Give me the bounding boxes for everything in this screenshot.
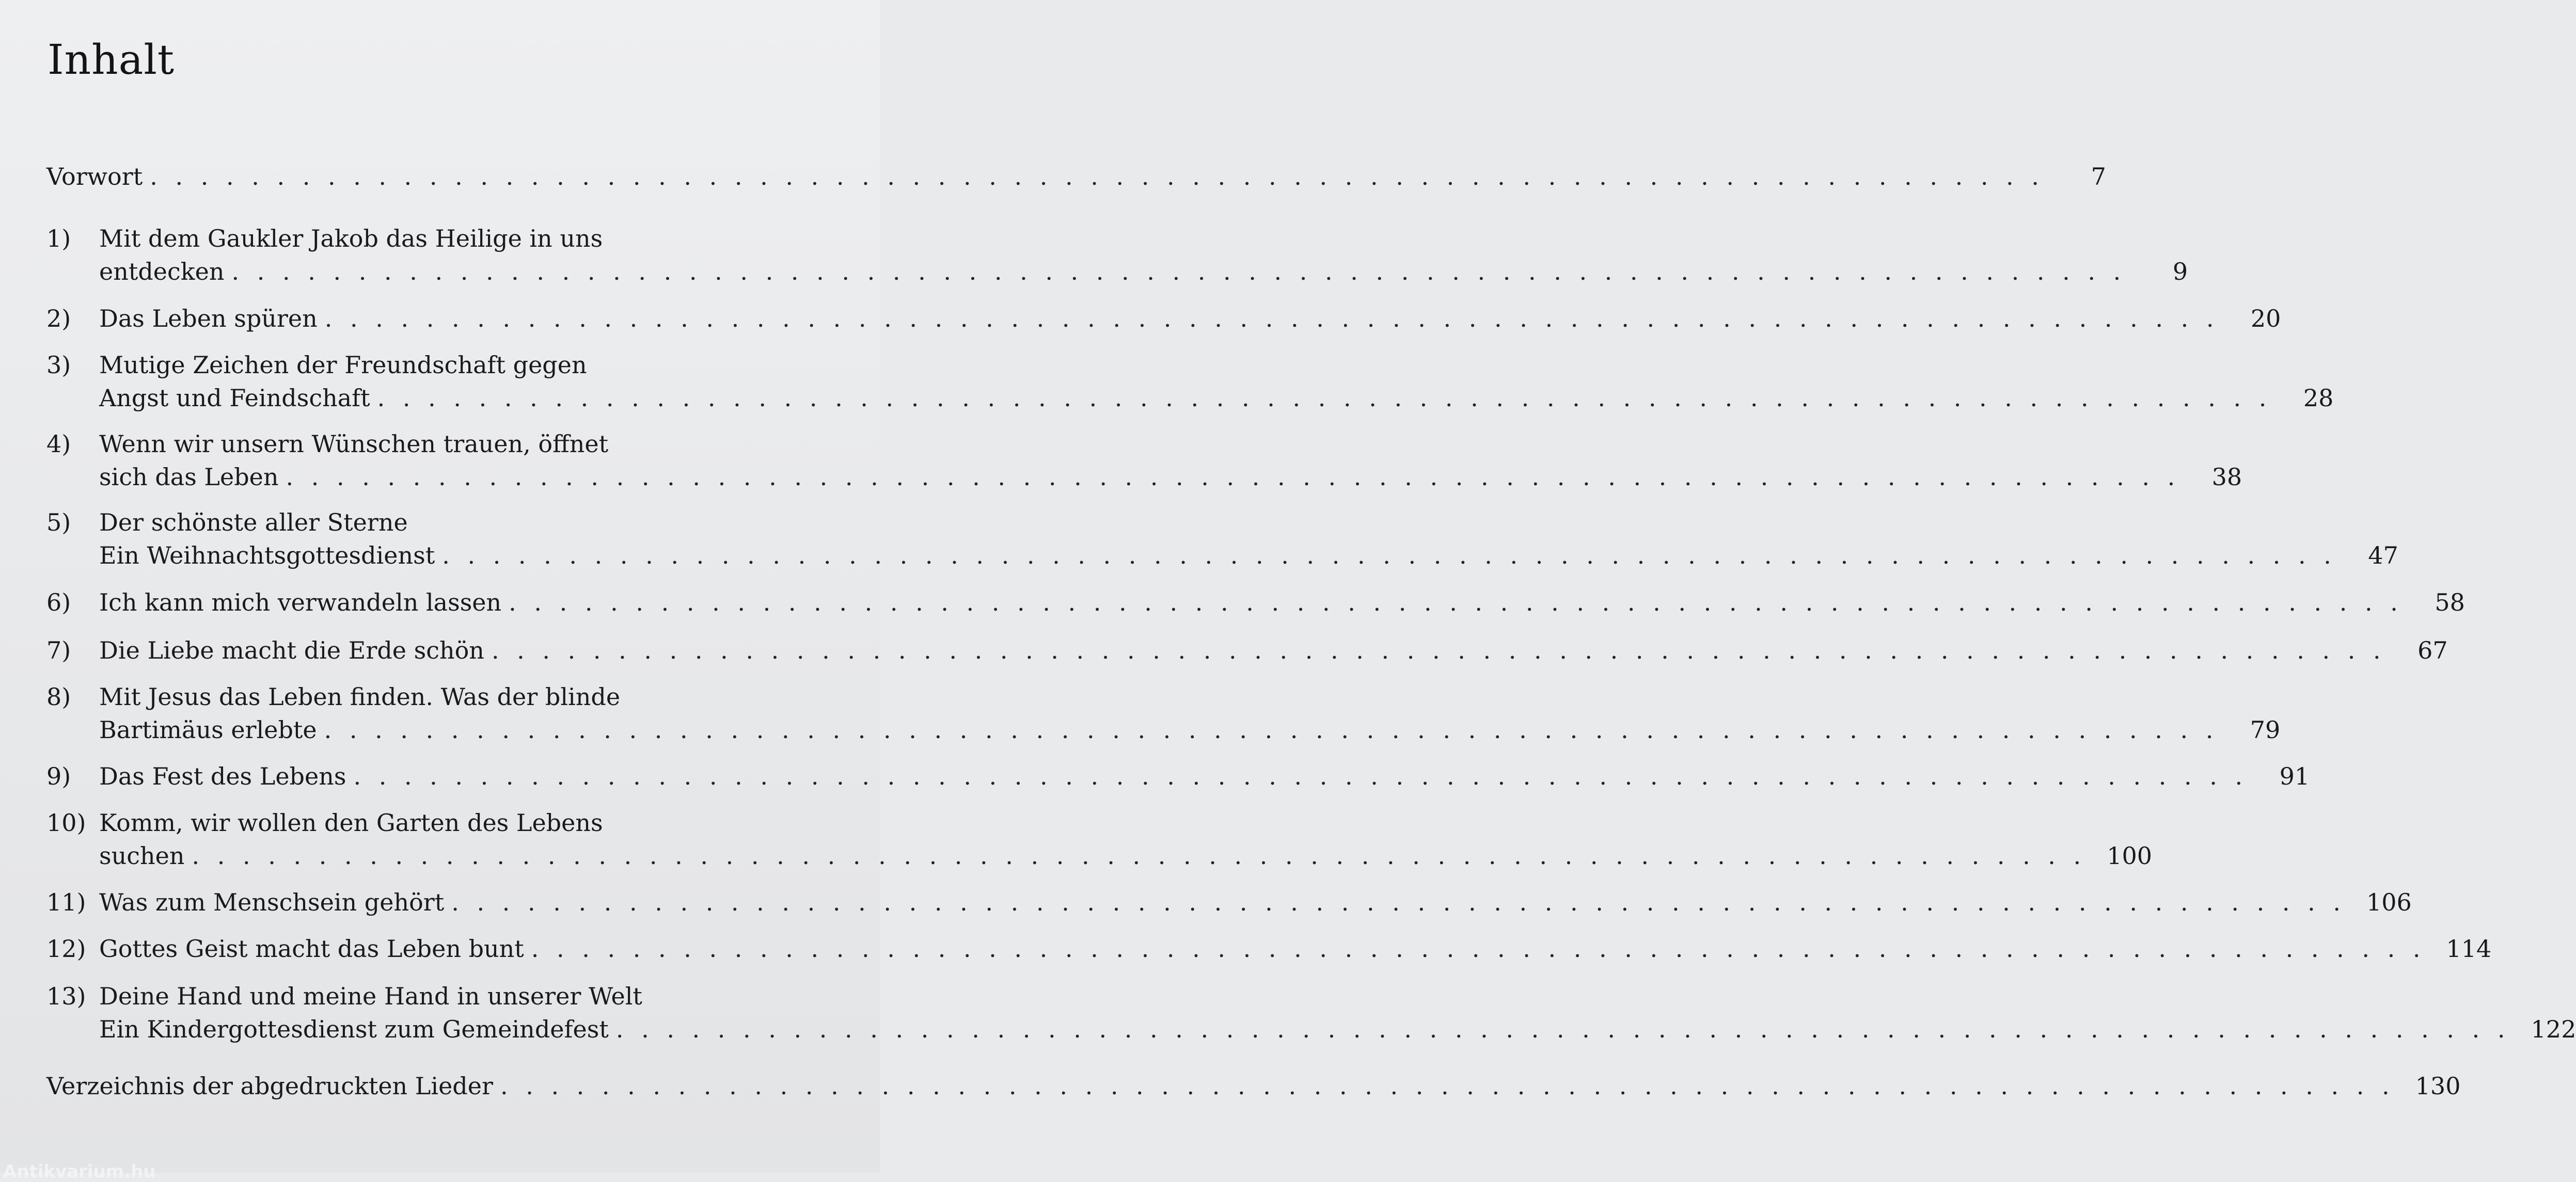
dot-leader: . . . . . . . . . . . . . . . . . . . . . . . . . . . . . . . . . . . . . . . . . . . . . . . . . . . . . . . . . . . . . . . . . . . . . . . . . . . (531, 935, 2426, 963)
entry-title-continued: Angst und Feindschaft (99, 384, 370, 412)
page-number: 38 (2211, 463, 2242, 491)
entry-number: 9) (46, 762, 71, 790)
dot-leader: . . . . . . . . . . . . . . . . . . . . . . . . . . . . . . . . . . . . . . . . . . . . . . . . . . . . . . . . . . . . . . . . . . . . . . . . . . . (377, 384, 2272, 412)
dot-leader: . . . . . . . . . . . . . . . . . . . . . . . . . . . . . . . . . . . . . . . . . . . . . . . . . . . . . . . . . . . . . . . . . . . . . . . . . . . (353, 762, 2248, 790)
page-number: 91 (2279, 762, 2310, 790)
entry-title: Komm, wir wollen den Garten des Lebens (99, 809, 603, 837)
entry-number: 6) (46, 588, 71, 616)
page-number: 47 (2368, 541, 2398, 569)
watermark: Antikvarium.hu (3, 1161, 156, 1182)
entry-title-continued: entdecken (99, 258, 225, 285)
page-number: 114 (2446, 935, 2492, 963)
page-number: 7 (2091, 163, 2106, 190)
dot-leader: . . . . . . . . . . . . . . . . . . . . . . . . . . . . . . . . . . . . . . . . . . . . . . . . . . . . . . . . . . . . . . . . . . . . . . . . . . . (324, 305, 2219, 332)
page-number: 130 (2415, 1072, 2461, 1100)
page-number: 58 (2435, 588, 2465, 616)
entry-title: Vorwort (46, 163, 143, 190)
page-number: 67 (2417, 636, 2448, 664)
entry-title: Die Liebe macht die Erde schön (99, 636, 484, 664)
dot-leader: . . . . . . . . . . . . . . . . . . . . . . . . . . . . . . . . . . . . . . . . . . . . . . . . . . . . . . . . . . . . . . . . . . . . . . . . . . . (324, 716, 2219, 744)
entry-number: 4) (46, 430, 71, 458)
entry-title: Ich kann mich verwandeln lassen (99, 588, 502, 616)
entry-title-continued: sich das Leben (99, 463, 279, 491)
entry-title-continued: suchen (99, 842, 185, 870)
dot-leader: . . . . . . . . . . . . . . . . . . . . . . . . . . . . . . . . . . . . . . . . . . . . . . . . . . . . . . . . . . . . . . . . . . . . . . . . . . . (442, 541, 2336, 569)
entry-number: 12) (46, 935, 86, 963)
entry-title: Mit Jesus das Leben finden. Was der blinde (99, 683, 621, 711)
entry-number: 8) (46, 683, 71, 711)
page-number: 79 (2250, 716, 2281, 744)
dot-leader: . . . . . . . . . . . . . . . . . . . . . . . . . . . . . . . . . . . . . . . . . . . . . . . . . . . . . . . . . . . . . . . . . . . . . . . . . . . (192, 842, 2087, 870)
entry-title: Gottes Geist macht das Leben bunt (99, 935, 524, 963)
page-number: 100 (2107, 842, 2152, 870)
entry-number: 7) (46, 636, 71, 664)
dot-leader: . . . . . . . . . . . . . . . . . . . . . . . . . . . . . . . . . . . . . . . . . . . . . . . . . . . . . . . . . . . . . . . . . . . . . . . . . . . (500, 1072, 2395, 1100)
entry-title: Der schönste aller Sterne (99, 508, 408, 536)
entry-title: Das Fest des Lebens (99, 762, 346, 790)
entry-number: 11) (46, 888, 86, 916)
dot-leader: . . . . . . . . . . . . . . . . . . . . . . . . . . . . . . . . . . . . . . . . . . . . . . . . . . . . . . . . . . . . . . . . . . . . . . . . . . . (491, 636, 2386, 664)
dot-leader: . . . . . . . . . . . . . . . . . . . . . . . . . . . . . . . . . . . . . . . . . . . . . . . . . . . . . . . . . . . . . . . . . . . . . . . . . . . (231, 258, 2126, 285)
dot-leader: . . . . . . . . . . . . . . . . . . . . . . . . . . . . . . . . . . . . . . . . . . . . . . . . . . . . . . . . . . . . . . . . . . . . . . . . . . . (509, 588, 2403, 616)
entry-number: 1) (46, 225, 71, 252)
entry-number: 3) (46, 351, 71, 379)
entry-title-continued: Ein Kindergottesdienst zum Gemeindefest (99, 1015, 609, 1043)
dot-leader: . . . . . . . . . . . . . . . . . . . . . . . . . . . . . . . . . . . . . . . . . . . . . . . . . . . . . . . . . . . . . . . . . . . . . . . . . . . (615, 1015, 2510, 1043)
entry-number: 2) (46, 305, 71, 332)
page-number: 9 (2172, 258, 2188, 285)
dot-leader: . . . . . . . . . . . . . . . . . . . . . . . . . . . . . . . . . . . . . . . . . . . . . . . . . . . . . . . . . . . . . . . . . . . . . . . . . . . (150, 163, 2044, 190)
entry-title-continued: Ein Weihnachtsgottesdienst (99, 541, 435, 569)
entry-title: Wenn wir unsern Wünschen trauen, öffnet (99, 430, 609, 458)
entry-title-continued: Bartimäus erlebte (99, 716, 317, 744)
page-number: 106 (2366, 888, 2412, 916)
page-number: 28 (2303, 384, 2334, 412)
page-number: 122 (2531, 1015, 2576, 1043)
entry-title: Mutige Zeichen der Freundschaft gegen (99, 351, 587, 379)
entry-number: 10) (46, 809, 86, 837)
entry-title: Deine Hand und meine Hand in unserer Welt (99, 982, 642, 1010)
dot-leader: . . . . . . . . . . . . . . . . . . . . . . . . . . . . . . . . . . . . . . . . . . . . . . . . . . . . . . . . . . . . . . . . . . . . . . . . . . . (451, 888, 2346, 916)
entry-number: 13) (46, 982, 86, 1010)
entry-number: 5) (46, 508, 71, 536)
entry-title: Was zum Menschsein gehört (99, 888, 445, 916)
entry-title: Verzeichnis der abgedruckten Lieder (46, 1072, 493, 1100)
page-title: Inhalt (48, 36, 175, 84)
entry-title: Mit dem Gaukler Jakob das Heilige in uns (99, 225, 603, 252)
entry-title: Das Leben spüren (99, 305, 318, 332)
dot-leader: . . . . . . . . . . . . . . . . . . . . . . . . . . . . . . . . . . . . . . . . . . . . . . . . . . . . . . . . . . . . . . . . . . . . . . . . . . . (286, 463, 2180, 491)
page-number: 20 (2250, 305, 2281, 332)
